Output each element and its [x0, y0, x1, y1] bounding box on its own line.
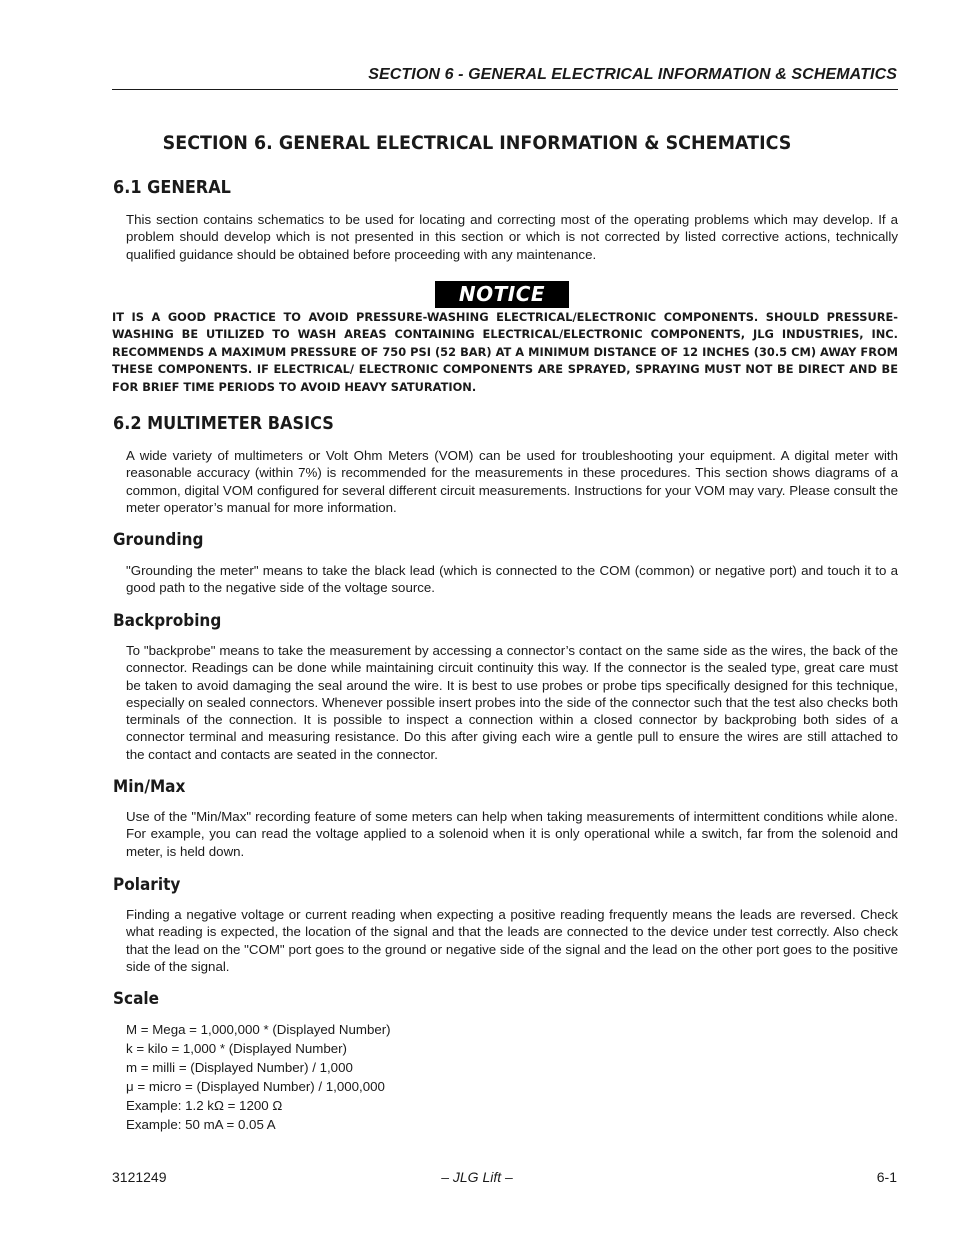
- grounding-paragraph: [126, 562, 898, 597]
- footer-brand: – JLG Lift –: [441, 1169, 513, 1185]
- heading-grounding: Grounding: [113, 530, 204, 550]
- heading-scale: Scale: [113, 989, 160, 1009]
- heading-minmax: Min/Max: [113, 777, 186, 797]
- section-title: SECTION 6. GENERAL ELECTRICAL INFORMATION & SCHEMATICS: [162, 132, 792, 154]
- scale-line-milli: m = milli = (Displayed Number) / 1,000: [126, 1060, 353, 1075]
- notice-badge: [435, 281, 569, 308]
- heading-backprobing: Backprobing: [113, 611, 222, 631]
- backprobing-text: To "backprobe" means to take the measurement by accessing a connector’s contact on the same side as the wires, the back of the connector. Readings can be done while maintaining circuit continuity this way. If the connector is the sealed type, great care must be taken to avoid damaging the seal around the wire. It is best to use probes or probe tips specifically designed for this technique, especially on sealed connectors. Whenever possible insert probes into the side of the connector such that the test also checks both terminals of the connection. It is possible to inspect a connection within a closed connector by backprobing both sides of a connector terminal and measuring resistance. Do this after giving each wire a gentle pull to ensure the wires are still attached to the contact and contacts are seated in the connector.: [126, 643, 898, 762]
- scale-line-mega: M = Mega = 1,000,000 * (Displayed Number): [126, 1022, 391, 1037]
- polarity-paragraph: [126, 906, 898, 975]
- header-rule: [112, 89, 898, 90]
- scale-line-micro: μ = micro = (Displayed Number) / 1,000,000: [126, 1079, 385, 1094]
- heading-general: 6.1 GENERAL: [113, 178, 231, 198]
- scale-example-amps: Example: 50 mA = 0.05 A: [126, 1117, 276, 1132]
- grounding-text: "Grounding the meter" means to take the black lead (which is connected to the COM (common) or negative port) and touch it to a good path to the negative side of the voltage source.: [126, 563, 898, 596]
- multimeter-text: A wide variety of multimeters or Volt Ohm Meters (VOM) can be used for troubleshooting your equipment. A digital meter with reasonable accuracy (within 7%) is recommended for the measurements in these procedures. This section shows diagrams of a common, digital VOM configured for several different circuit measurements. Instructions for your VOM may vary. Please consult the meter operator’s manual for more information.: [126, 448, 898, 515]
- running-header: SECTION 6 - GENERAL ELECTRICAL INFORMATION & SCHEMATICS: [368, 66, 897, 83]
- general-text: This section contains schematics to be used for locating and correcting most of the operating problems which may develop. If a problem should develop which is not presented in this section or which is not corrected by listed corrective actions, technically qualified guidance should be obtained before proceeding with any maintenance.: [126, 212, 898, 262]
- backprobing-paragraph: [126, 642, 898, 763]
- multimeter-paragraph: [126, 447, 898, 516]
- scale-example-ohms: Example: 1.2 kΩ = 1200 Ω: [126, 1098, 283, 1113]
- notice-message: [112, 309, 898, 396]
- scale-line-kilo: k = kilo = 1,000 * (Displayed Number): [126, 1041, 347, 1056]
- minmax-paragraph: [126, 808, 898, 860]
- general-paragraph: [126, 211, 898, 263]
- footer-page-number: 6-1: [876, 1169, 897, 1185]
- notice-text: IT IS A GOOD PRACTICE TO AVOID PRESSURE-WASHING ELECTRICAL/ELECTRONIC COMPONENTS. SHOULD PRESSURE-WASHING BE UTILIZED TO WASH AREAS CONTAINING ELECTRICAL/ELECTRONIC COMPONENTS, JLG INDUSTRIES, INC. RECOMMENDS A MAXIMUM PRESSURE OF 750 PSI (52 BAR) AT A MINIMUM DISTANCE OF 12 INCHES (30.5 CM) AWAY FROM THESE COMPONENTS. IF ELECTRICAL/ ELECTRONIC COMPONENTS ARE SPRAYED, SPRAYING MUST NOT BE DIRECT AND BE FOR BRIEF TIME PERIODS TO AVOID HEAVY SATURATION.: [112, 310, 898, 394]
- scale-list: [126, 1020, 391, 1134]
- heading-polarity: Polarity: [113, 875, 181, 895]
- heading-multimeter-basics: 6.2 MULTIMETER BASICS: [113, 414, 334, 434]
- polarity-text: Finding a negative voltage or current reading when expecting a positive reading frequently means the leads are reversed. Check what reading is expected, the location of the signal and that the leads are connected to the device under test correctly. Also check that the lead on the "COM" port goes to the ground or negative side of the signal and the lead on the other port goes to the positive side of the signal.: [126, 907, 898, 974]
- notice-label: NOTICE: [458, 282, 546, 306]
- footer-doc-number: 3121249: [112, 1169, 167, 1185]
- minmax-text: Use of the "Min/Max" recording feature of some meters can help when taking measurements of intermittent conditions while alone. For example, you can read the voltage applied to a solenoid when it is only operational while a switch, far from the solenoid and meter, is held down.: [126, 809, 898, 859]
